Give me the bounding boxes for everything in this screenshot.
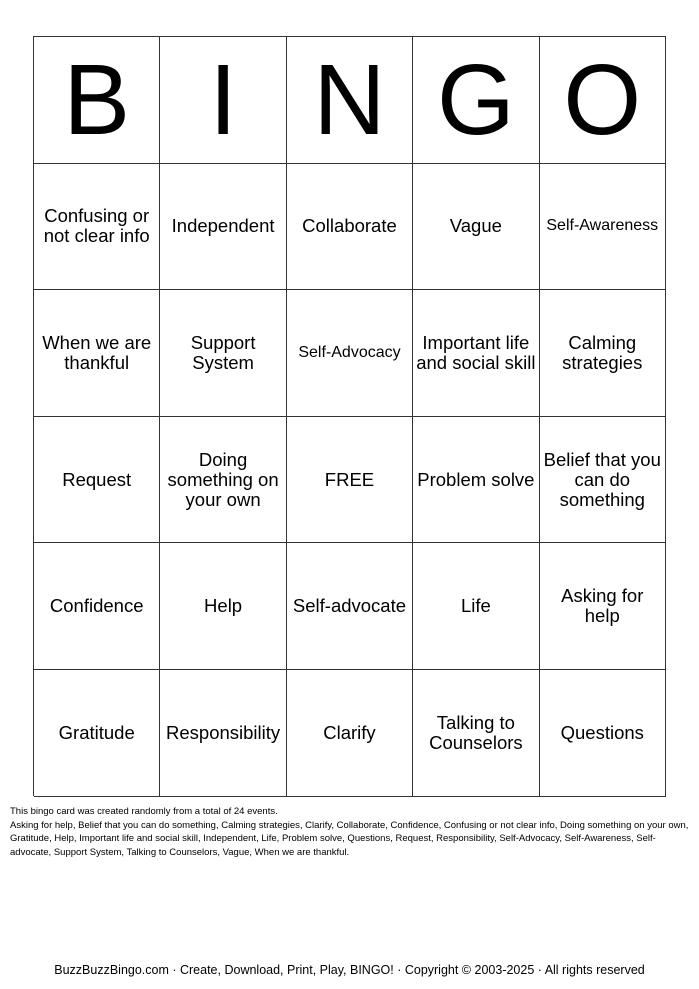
bingo-cell: Help <box>160 543 286 670</box>
bingo-cell: Confidence <box>34 543 160 670</box>
bingo-cell: Talking to Counselors <box>413 670 539 797</box>
bingo-cell: Life <box>413 543 539 670</box>
bingo-cell: Request <box>34 417 160 544</box>
bingo-cell: Self-Awareness <box>540 164 666 291</box>
bingo-cell: Support System <box>160 290 286 417</box>
card-info <box>10 805 690 859</box>
bingo-cell: When we are thankful <box>34 290 160 417</box>
bingo-cell: Problem solve <box>413 417 539 544</box>
bingo-cell: Confusing or not clear info <box>34 164 160 291</box>
bingo-cell: Independent <box>160 164 286 291</box>
header-letter-o: O <box>540 37 666 164</box>
bingo-cell: Clarify <box>287 670 413 797</box>
bingo-cell: Collaborate <box>287 164 413 291</box>
bingo-cell: Calming strategies <box>540 290 666 417</box>
site-footer: BuzzBuzzBingo.com · Create, Download, Print, Play, BINGO! · Copyright © 2003-2025 · All rights reserved <box>54 963 645 977</box>
header-letter-i: I <box>160 37 286 164</box>
bingo-card <box>33 36 666 796</box>
header-letter-b: B <box>34 37 160 164</box>
bingo-cell: Questions <box>540 670 666 797</box>
bingo-cell: Doing something on your own <box>160 417 286 544</box>
header-letter-n: N <box>287 37 413 164</box>
bingo-cell: Belief that you can do something <box>540 417 666 544</box>
bingo-cell: Vague <box>413 164 539 291</box>
bingo-cell: Important life and social skill <box>413 290 539 417</box>
bingo-cell: Gratitude <box>34 670 160 797</box>
bingo-cell: Responsibility <box>160 670 286 797</box>
info-summary: This bingo card was created randomly from a total of 24 events. <box>10 806 278 817</box>
bingo-cell: Asking for help <box>540 543 666 670</box>
free-space-cell: FREE <box>287 417 413 544</box>
bingo-cell: Self-Advocacy <box>287 290 413 417</box>
bingo-cell: Self-advocate <box>287 543 413 670</box>
info-events-list: Asking for help, Belief that you can do something, Calming strategies, Clarify, Collaborate, Confidence, Confusing or not clear info, Doing something on your own, Gratitude, Help, Important life and social skill, Independent, Life, Problem solve, Questions, Request, Responsibility, Self-Advocacy, Self-Awareness, Self-advocate, Support System, Talking to Counselors, Vague, When we are thankful. <box>10 819 689 858</box>
header-letter-g: G <box>413 37 539 164</box>
